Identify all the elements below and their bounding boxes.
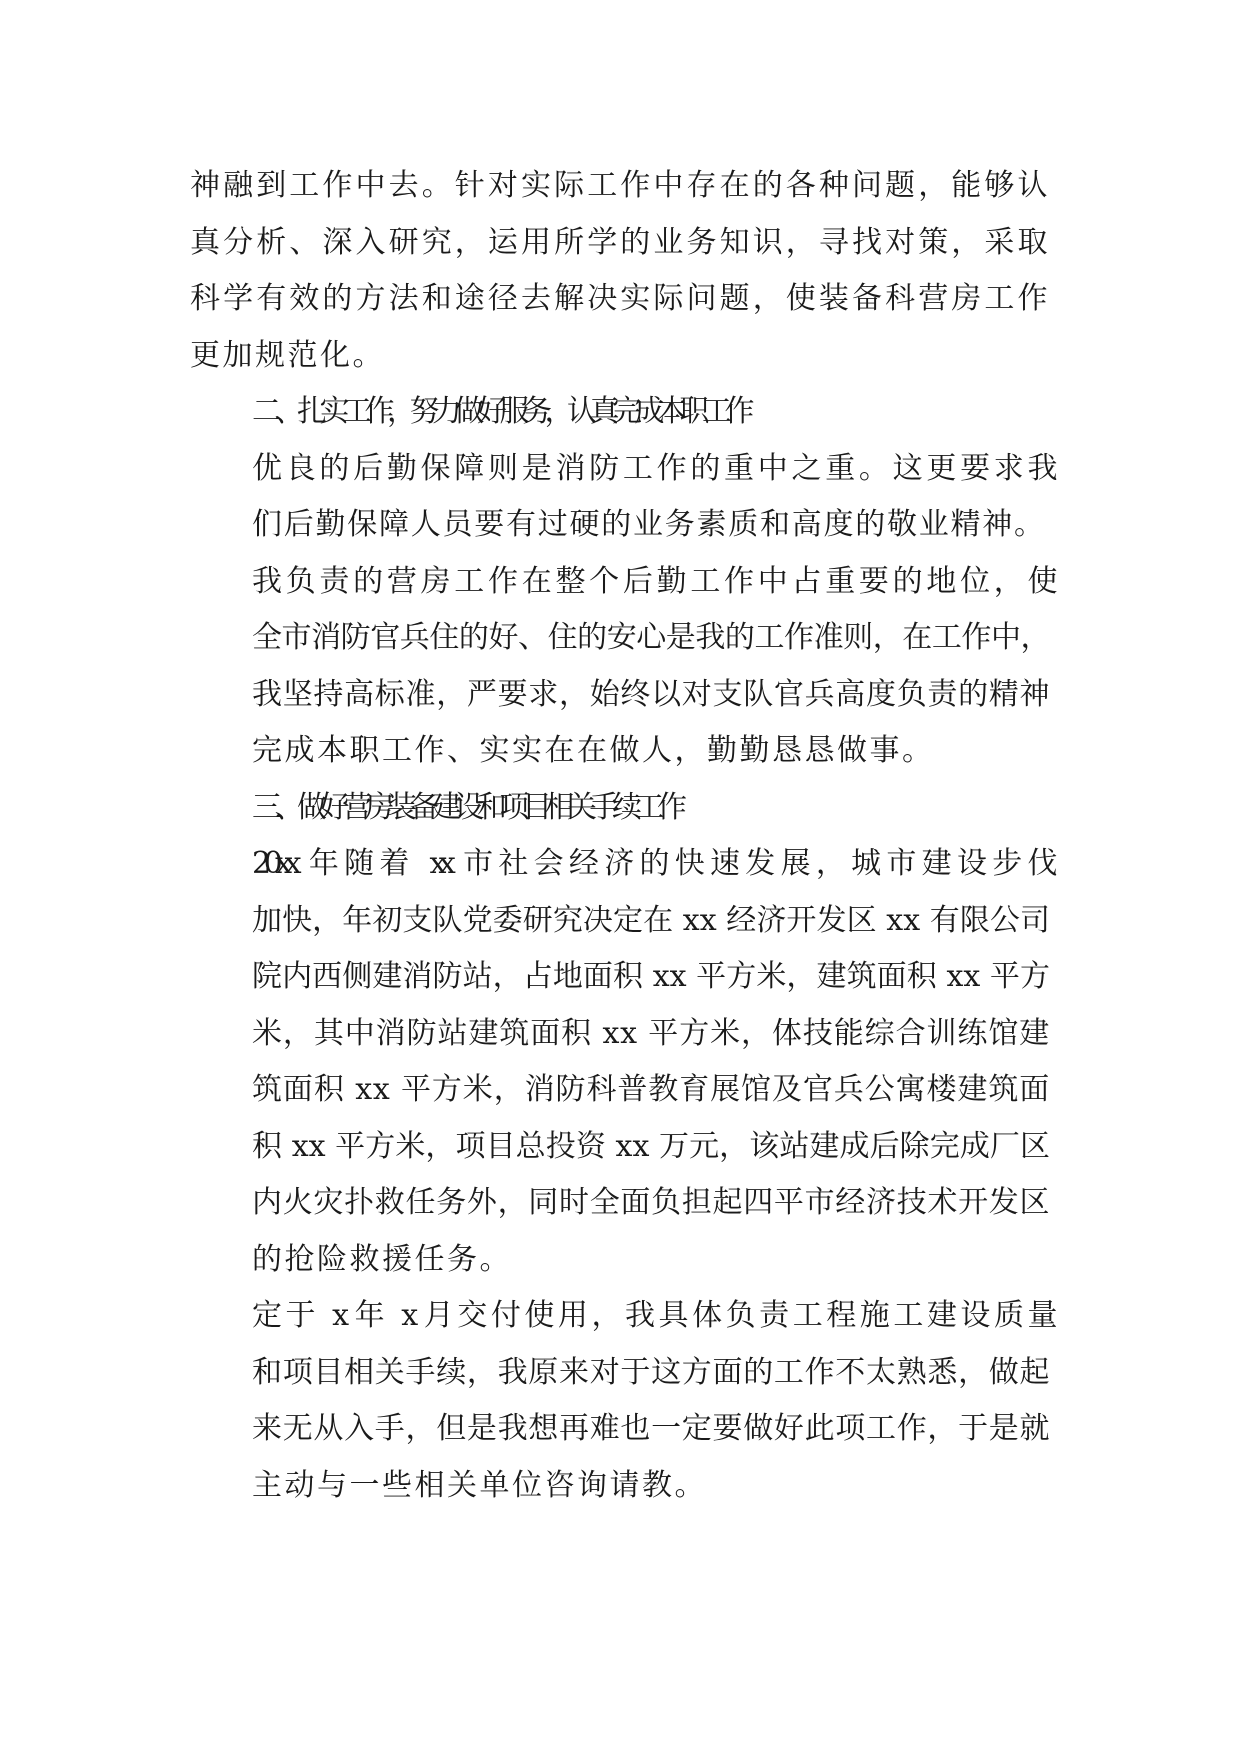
section-heading-3 [190,780,1050,837]
paragraph-fire-station-project [190,836,1050,1288]
paragraph-logistics [190,441,1050,554]
section-heading-2 [190,384,1050,441]
text-line: 内火灾扑救任务外，同时全面负担起四平市经济技术开发区 [252,1185,1050,1220]
text-line: 更加规范化。 [190,337,385,373]
text-line: 筑面积 xx 平方米，消防科普教育展馆及官兵公寓楼建筑面 [252,1072,1050,1107]
paragraph-delivery [190,1288,1050,1514]
text-line: 完成本职工作、实实在在做人，勤勤恳恳做事。 [252,733,935,768]
text-line: 优良的后勤保障则是消防工作的重中之重。这更要求我 [252,450,1050,486]
paragraph-barracks-work [190,554,1050,780]
text-line: 20xx 年随着 xx 市社会经济的快速发展，城市建设步伐 [252,846,1050,881]
text-line: 我负责的营房工作在整个后勤工作中占重要的地位，使 [252,563,1050,599]
document-body [190,158,1050,1514]
text-line: 和项目相关手续，我原来对于这方面的工作不太熟悉，做起 [252,1354,1050,1390]
heading-text: 三、做好营房装备建设和项目相关手续工作 [252,789,680,825]
heading-text: 二、扎实工作，努力做好服务，认真完成本职工作 [252,394,747,429]
text-line: 主动与一些相关单位咨询请教。 [252,1467,707,1503]
text-line: 真分析、深入研究，运用所学的业务知识，寻找对策，采取 [190,224,1050,260]
text-line: 定于 x 年 x 月交付使用，我具体负责工程施工建设质量 [252,1298,1050,1333]
text-line: 我坚持高标准，严要求，始终以对支队官兵高度负责的精神 [252,676,1050,712]
text-line: 科学有效的方法和途径去解决实际问题，使装备科营房工作 [190,281,1050,316]
text-line: 们后勤保障人员要有过硬的业务素质和高度的敬业精神。 [252,507,1046,542]
text-line: 积 xx 平方米，项目总投资 xx 万元，该站建成后除完成厂区 [252,1128,1050,1164]
text-line: 加快，年初支队党委研究决定在 xx 经济开发区 xx 有限公司 [252,902,1050,938]
text-line: 全市消防官兵住的好、住的安心是我的工作准则，在工作中， [252,620,1050,655]
text-line: 来无从入手，但是我想再难也一定要做好此项工作，于是就 [252,1411,1050,1446]
text-line: 的抢险救援任务。 [252,1241,512,1277]
paragraph-continuation [190,158,1050,384]
text-line: 米，其中消防站建筑面积 xx 平方米，体技能综合训练馆建 [252,1015,1050,1051]
text-line: 神融到工作中去。针对实际工作中存在的各种问题，能够认 [190,168,1050,203]
text-line: 院内西侧建消防站，占地面积 xx 平方米，建筑面积 xx 平方 [252,959,1050,994]
